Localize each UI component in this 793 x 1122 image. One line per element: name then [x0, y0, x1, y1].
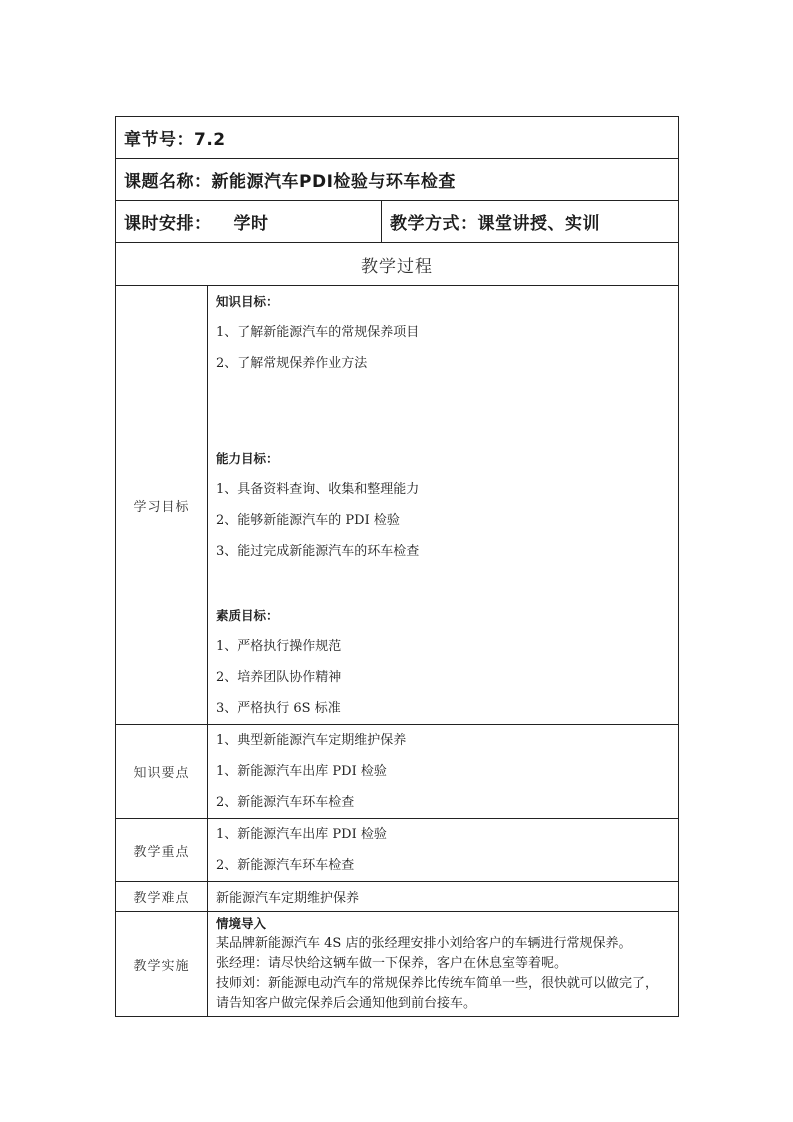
objectives-label: 学习目标 [116, 286, 208, 725]
difficulty-content: 新能源汽车定期维护保养 [208, 882, 679, 912]
key-points-label: 知识要点 [116, 725, 208, 819]
scenario-line: 张经理：请尽快给这辆车做一下保养，客户在休息室等着呢。 [216, 956, 568, 971]
lesson-plan-page [115, 116, 678, 1017]
key-point-item: 1、典型新能源汽车定期维护保养 [216, 733, 407, 748]
key-points-content [208, 725, 679, 819]
quality-goal-item: 1、严格执行操作规范 [216, 639, 342, 654]
implementation-label: 教学实施 [116, 912, 208, 1017]
ability-goal-title: 能力目标： [216, 451, 279, 466]
quality-goal-item: 3、严格执行 6S 标准 [216, 701, 341, 716]
implementation-row [116, 912, 679, 1017]
topic-row [116, 159, 679, 201]
scenario-line: 某品牌新能源汽车 4S 店的张经理安排小刘给客户的车辆进行常规保养。 [216, 936, 632, 951]
topic-label: 课题名称： [124, 172, 212, 192]
method-label: 教学方式： [390, 214, 478, 234]
schedule-value: 学时 [233, 214, 269, 234]
knowledge-goal-title: 知识目标： [216, 294, 279, 309]
quality-goal-title: 素质目标： [216, 608, 279, 623]
schedule-cell [116, 201, 382, 243]
ability-goal-item: 2、能够新能源汽车的 PDI 检验 [216, 513, 400, 528]
key-point-item: 1、新能源汽车出库 PDI 检验 [216, 764, 387, 779]
knowledge-goal-item: 1、了解新能源汽车的常规保养项目 [216, 325, 420, 340]
difficulty-row [116, 882, 679, 912]
focus-item: 1、新能源汽车出库 PDI 检验 [216, 827, 387, 842]
chapter-row [116, 117, 679, 159]
implementation-content [208, 912, 679, 1017]
key-point-item: 2、新能源汽车环车检查 [216, 795, 355, 810]
focus-label: 教学重点 [116, 819, 208, 882]
focus-row [116, 819, 679, 882]
difficulty-label: 教学难点 [116, 882, 208, 912]
chapter-value: 7.2 [194, 130, 226, 150]
focus-item: 2、新能源汽车环车检查 [216, 858, 355, 873]
chapter-cell [116, 117, 679, 159]
objectives-content [208, 286, 679, 725]
objectives-row [116, 286, 679, 725]
focus-content [208, 819, 679, 882]
process-title: 教学过程 [116, 243, 679, 286]
scenario-line: 请告知客户做完保养后会通知他到前台接车。 [216, 996, 477, 1011]
key-points-row [116, 725, 679, 819]
scenario-intro-title: 情境导入 [216, 916, 267, 931]
method-cell [382, 201, 679, 243]
process-title-row [116, 243, 679, 286]
method-value: 课堂讲授、实训 [477, 214, 600, 234]
knowledge-goal-item: 2、了解常规保养作业方法 [216, 356, 368, 371]
lesson-plan-table [115, 116, 679, 1017]
topic-cell [116, 159, 679, 201]
ability-goal-item: 1、具备资料查询、收集和整理能力 [216, 482, 420, 497]
quality-goal-item: 2、培养团队协作精神 [216, 670, 342, 685]
scenario-line: 技师刘：新能源电动汽车的常规保养比传统车简单一些，很快就可以做完了， [216, 976, 659, 991]
schedule-row [116, 201, 679, 243]
ability-goal-item: 3、能过完成新能源汽车的环车检查 [216, 544, 420, 559]
topic-value: 新能源汽车PDI检验与环车检查 [211, 172, 456, 192]
chapter-label: 章节号： [124, 130, 194, 150]
schedule-label: 课时安排： [124, 214, 212, 234]
